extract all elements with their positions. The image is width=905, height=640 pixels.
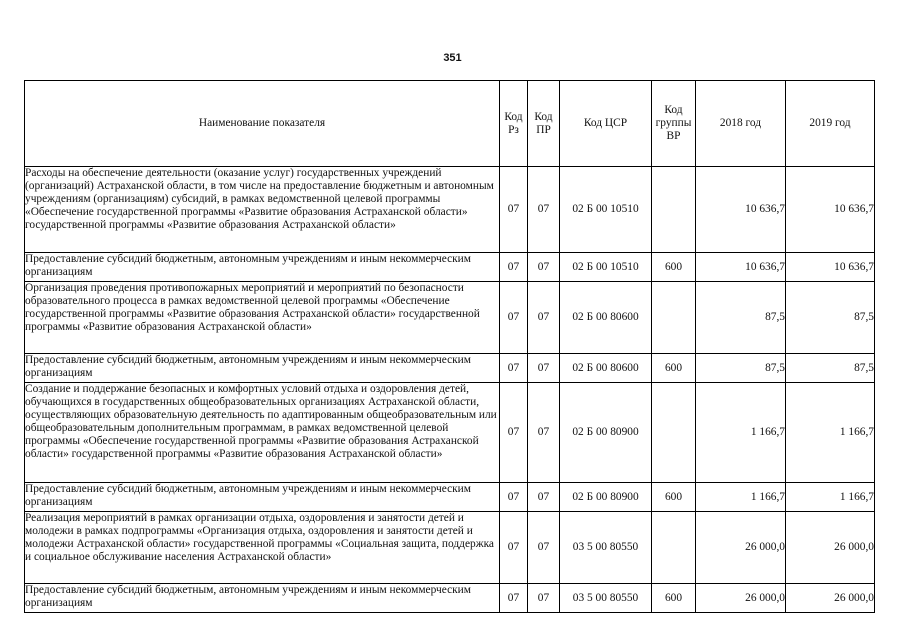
row-csr: 02 Б 00 80600 bbox=[560, 282, 652, 354]
row-csr: 03 5 00 80550 bbox=[560, 512, 652, 584]
page-number: 351 bbox=[443, 52, 462, 64]
table-row bbox=[25, 483, 875, 512]
row-name: Предоставление субсидий бюджетным, автономным учреждениям и иным некоммерческим организациям bbox=[25, 483, 500, 512]
row-pr: 07 bbox=[528, 167, 560, 253]
header-row bbox=[25, 81, 875, 167]
row-2019: 1 166,7 bbox=[786, 383, 875, 483]
row-2018: 87,5 bbox=[696, 354, 786, 383]
row-vr bbox=[652, 167, 696, 253]
row-csr: 02 Б 00 10510 bbox=[560, 167, 652, 253]
row-csr: 02 Б 00 80900 bbox=[560, 383, 652, 483]
row-name: Расходы на обеспечение деятельности (оказание услуг) государственных учреждений (организаций) Астраханской области, в том числе на предоставление бюджетным и автономным учреждениям (организациям) субсидий, в рамках ведомственной целевой программы «Обеспечение государственной программы «Развитие образования Астраханской области» государственной программы «Развитие образования Астраханской области» bbox=[25, 167, 500, 253]
row-2018: 1 166,7 bbox=[696, 483, 786, 512]
table-row bbox=[25, 383, 875, 483]
header-rz: Код Рз bbox=[500, 81, 528, 167]
row-name: Предоставление субсидий бюджетным, автономным учреждениям и иным некоммерческим организациям bbox=[25, 253, 500, 282]
row-2019: 87,5 bbox=[786, 354, 875, 383]
header-2019: 2019 год bbox=[786, 81, 875, 167]
table-row bbox=[25, 584, 875, 613]
row-2018: 26 000,0 bbox=[696, 512, 786, 584]
row-pr: 07 bbox=[528, 512, 560, 584]
row-rz: 07 bbox=[500, 512, 528, 584]
row-2019: 10 636,7 bbox=[786, 253, 875, 282]
table-row bbox=[25, 167, 875, 253]
row-name: Предоставление субсидий бюджетным, автономным учреждениям и иным некоммерческим организациям bbox=[25, 584, 500, 613]
row-rz: 07 bbox=[500, 483, 528, 512]
header-name: Наименование показателя bbox=[25, 81, 500, 167]
row-name: Организация проведения противопожарных мероприятий и мероприятий по безопасности образовательного процесса в рамках ведомственной целевой программы «Обеспечение государственной программы «Развитие образования Астраханской области» государственной программы «Развитие образования Астраханской области» bbox=[25, 282, 500, 354]
row-pr: 07 bbox=[528, 354, 560, 383]
row-csr: 02 Б 00 80600 bbox=[560, 354, 652, 383]
row-2018: 10 636,7 bbox=[696, 253, 786, 282]
table-row bbox=[25, 512, 875, 584]
row-2018: 10 636,7 bbox=[696, 167, 786, 253]
row-pr: 07 bbox=[528, 282, 560, 354]
row-vr bbox=[652, 383, 696, 483]
row-vr bbox=[652, 512, 696, 584]
row-vr: 600 bbox=[652, 483, 696, 512]
header-pr: Код ПР bbox=[528, 81, 560, 167]
row-pr: 07 bbox=[528, 253, 560, 282]
row-csr: 02 Б 00 10510 bbox=[560, 253, 652, 282]
row-2019: 10 636,7 bbox=[786, 167, 875, 253]
row-rz: 07 bbox=[500, 383, 528, 483]
row-rz: 07 bbox=[500, 354, 528, 383]
table-row bbox=[25, 253, 875, 282]
row-name: Предоставление субсидий бюджетным, автономным учреждениям и иным некоммерческим организациям bbox=[25, 354, 500, 383]
row-rz: 07 bbox=[500, 167, 528, 253]
row-csr: 03 5 00 80550 bbox=[560, 584, 652, 613]
row-name: Реализация мероприятий в рамках организации отдыха, оздоровления и занятости детей и молодежи в рамках подпрограммы «Организация отдыха, оздоровления и занятости детей и молодежи Астраханской области» государственной программы «Социальная защита, поддержка и социальное обслуживание населения Астраханской области» bbox=[25, 512, 500, 584]
row-2019: 26 000,0 bbox=[786, 584, 875, 613]
row-2018: 87,5 bbox=[696, 282, 786, 354]
budget-table bbox=[24, 80, 875, 613]
row-pr: 07 bbox=[528, 483, 560, 512]
row-vr: 600 bbox=[652, 253, 696, 282]
row-vr: 600 bbox=[652, 584, 696, 613]
header-vr: Код группы ВР bbox=[652, 81, 696, 167]
row-name: Создание и поддержание безопасных и комфортных условий отдыха и оздоровления детей, обучающихся в государственных общеобразовательных организациях Астраханской области, осуществляющих образовательную деятельность по адаптированным общеобразовательным или общеобразовательным дополнительным программам, в рамках ведомственной целевой программы «Обеспечение государственной программы «Развитие образования Астраханской области» государственной программы «Развитие образования Астраханской области» bbox=[25, 383, 500, 483]
row-2018: 1 166,7 bbox=[696, 383, 786, 483]
row-rz: 07 bbox=[500, 584, 528, 613]
row-2019: 26 000,0 bbox=[786, 512, 875, 584]
header-2018: 2018 год bbox=[696, 81, 786, 167]
row-pr: 07 bbox=[528, 383, 560, 483]
row-2019: 87,5 bbox=[786, 282, 875, 354]
row-2018: 26 000,0 bbox=[696, 584, 786, 613]
row-pr: 07 bbox=[528, 584, 560, 613]
table-row bbox=[25, 282, 875, 354]
table-row bbox=[25, 354, 875, 383]
row-vr: 600 bbox=[652, 354, 696, 383]
row-rz: 07 bbox=[500, 282, 528, 354]
row-csr: 02 Б 00 80900 bbox=[560, 483, 652, 512]
row-vr bbox=[652, 282, 696, 354]
row-rz: 07 bbox=[500, 253, 528, 282]
row-2019: 1 166,7 bbox=[786, 483, 875, 512]
header-csr: Код ЦСР bbox=[560, 81, 652, 167]
